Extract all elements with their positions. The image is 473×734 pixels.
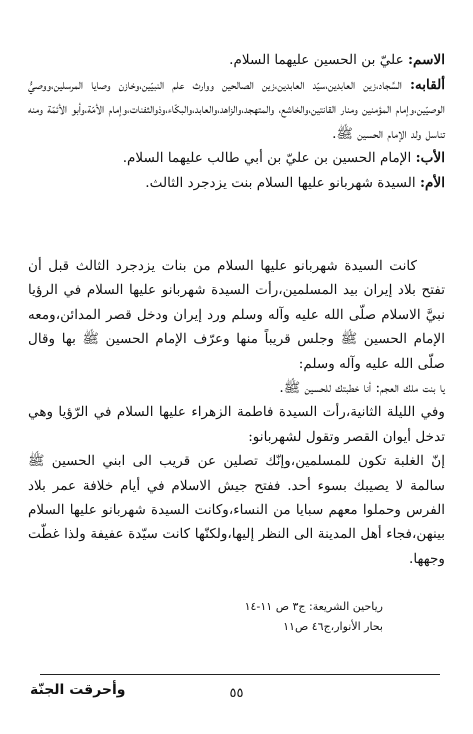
reference-line: بحار الأنوار،ج٤٦ ص١١ [283, 620, 383, 633]
mother-entry [28, 171, 445, 196]
page-number: ٥٥ [229, 686, 244, 701]
father-entry [28, 146, 445, 171]
titles-entry [28, 73, 445, 147]
references [245, 597, 383, 637]
name-label: الاسم: [408, 52, 445, 68]
footer-rule [40, 674, 440, 675]
prophet-quote: يا بنت ملك العجم: أنا خطبتك للحسين ﷺ. [279, 380, 445, 397]
mother-value: السيدة شهربانو عليها السلام بنت يزدجرد الثالث. [145, 174, 421, 191]
running-head: وأحرقت الجنّة [30, 682, 126, 698]
narrative-paragraph: وفي الليلة الثانية،رأت السيدة فاطمة الزهراء عليها السلام في الرّؤيا وهي تدخل أيوان القصر وتقول لشهربانو: [28, 404, 445, 445]
biography-section [28, 48, 445, 195]
father-value: الإمام الحسين بن عليّ بن أبي طالب عليهما السلام. [122, 150, 416, 166]
titles-label: ألقابه: [409, 76, 445, 93]
father-label: الأب: [415, 150, 445, 166]
narrative-paragraph: كانت السيدة شهربانو عليها السلام من بنات يزدجرد الثالث قبل أن تفتح بلاد إيران بيد المسلمين،رأت السيدة شهربانو عليها السلام في الرؤيا نبيَّ الاسلام صلّى الله عليه وآله وسلم ورد إيران ودخل قصر المدائن،ومعه الإمام الحسين ﷺ وجلس قريباً منها وعرّف الإمام الحسين ﷺ بها وقال صلّى الله عليه وآله وسلم: [28, 258, 445, 372]
name-value: عليّ بن الحسين عليهما السلام. [229, 52, 408, 68]
titles-value: السَّجاد،زين العابدين،سيّد العابدين،زين الصالحين ووارث علم النبيّين،وخازن وصايا المرسلين،ووصيُّ الوصيّين،وإمام المؤمنين ومنار القانتين،والخاشع، والمتهجد،والزاهد،والعابد،والبكّاء،وذوالثفنات،وإمام الأمّة،وأبو الأئمّة ومنه تناسل ولد الإمام الحسين ﷺ. [28, 76, 445, 142]
narrative-paragraph: إنّ الغلبة تكون للمسلمين،وإنّك تصلين عن قريب الى ابني الحسين ﷺ سالمة لا يصيبك بسوء أحد. ففتح جيش الاسلام في أيام خلافة عمر بلاد الفرس وحملوا معهم سبايا من النساء،وكانت السيدة شهربانو عليها السلام بينهن،فجاء أهل المدينة الى النظر إليها،ولكنّها كانت سيّدة عفيفة ولذا غطّت وجهها. [28, 453, 445, 567]
mother-label: الأم: [420, 174, 445, 191]
name-entry [28, 48, 445, 73]
reference-line: رياحين الشريعة: ج٣ ص ١١-١٤ [244, 600, 383, 613]
narrative-section [28, 254, 445, 571]
